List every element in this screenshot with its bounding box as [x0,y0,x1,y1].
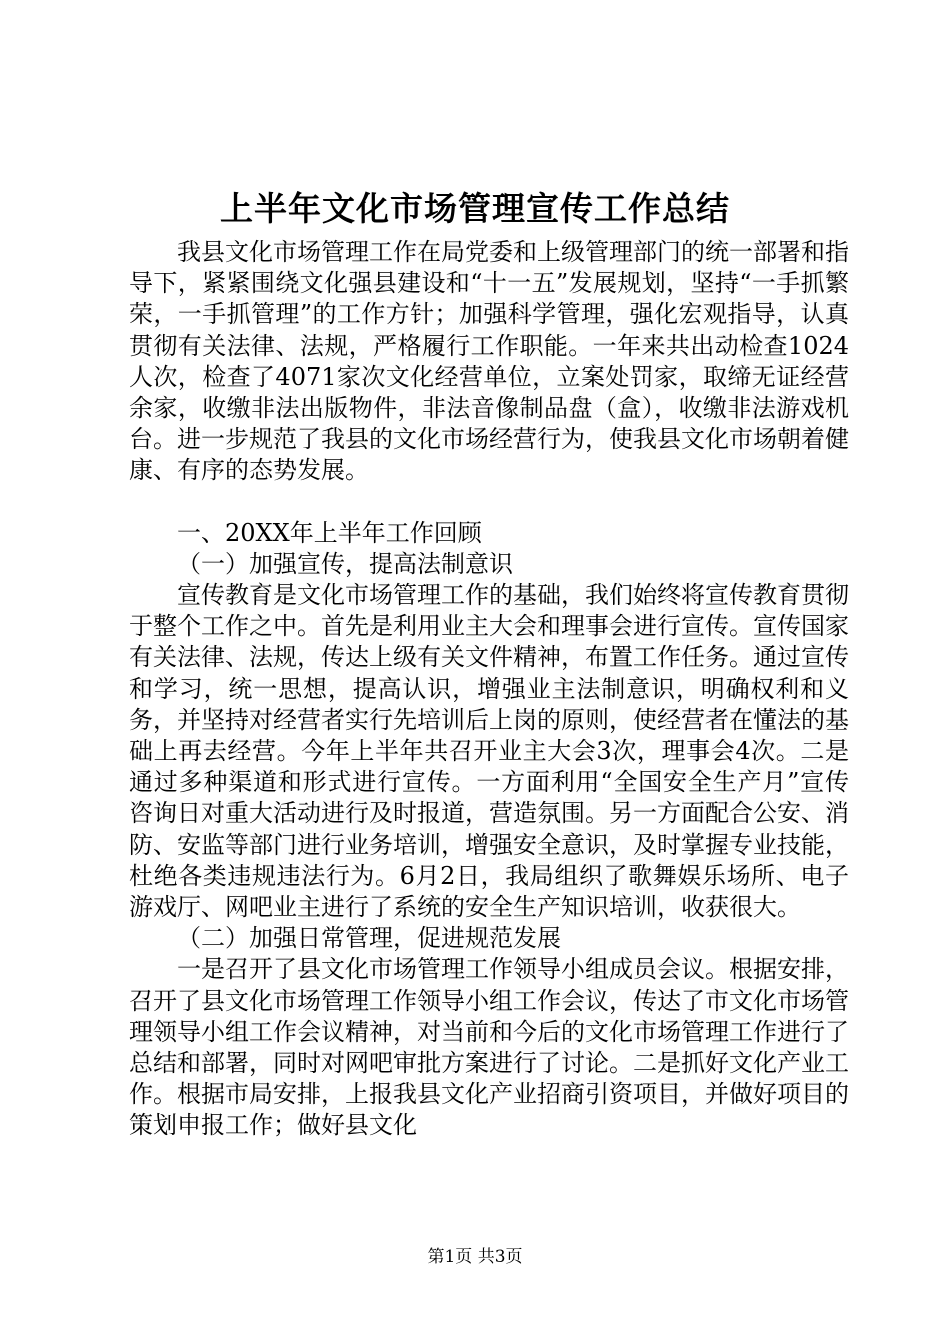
subsection-heading: （二）加强日常管理，促进规范发展 [177,924,561,953]
document-body [129,237,849,1142]
section-heading: 一、20XX年上半年工作回顾 [177,518,482,547]
intro-paragraph: 我县文化市场管理工作在局党委和上级管理部门的统一部署和指导下，紧紧围绕文化强县建设和“十一五”发展规划，坚持“一手抓繁荣，一手抓管理”的工作方针；加强科学管理，强化宏观指导，认真贯彻有关法律、法规，严格履行工作职能。一年来共出动检查1024人次，检查了4071家次文化经营单位，立案处罚家，取缔无证经营余家，收缴非法出版物件，非法音像制品盘（盒），收缴非法游戏机台。进一步规范了我县的文化市场经营行为，使我县文化市场朝着健康、有序的态势发展。 [129,238,849,485]
body-paragraph: 一是召开了县文化市场管理工作领导小组成员会议。根据安排，召开了县文化市场管理工作领导小组工作会议，传达了市文化市场管理领导小组工作会议精神，对当前和今后的文化市场管理工作进行了总结和部署，同时对网吧审批方案进行了讨论。二是抓好文化产业工作。根据市局安排，上报我县文化产业招商引资项目，并做好项目的策划申报工作；做好县文化 [129,955,849,1140]
document-title: 上半年文化市场管理宣传工作总结 [220,189,730,228]
page-number: 第1页 共3页 [427,1247,523,1267]
body-paragraph: 宣传教育是文化市场管理工作的基础，我们始终将宣传教育贯彻于整个工作之中。首先是利用业主大会和理事会进行宣传。宣传国家有关法律、法规，传达上级有关文件精神，布置工作任务。通过宣传和学习，统一思想，提高认识，增强业主法制意识，明确权利和义务，并坚持对经营者实行先培训后上岗的原则，使经营者在懂法的基础上再去经营。今年上半年共召开业主大会3次，理事会4次。二是通过多种渠道和形式进行宣传。一方面利用“全国安全生产月”宣传咨询日对重大活动进行及时报道，营造氛围。另一方面配合公安、消防、安监等部门进行业务培训，增强安全意识，及时掌握专业技能，杜绝各类违规违法行为。6月2日，我局组织了歌舞娱乐场所、电子游戏厅、网吧业主进行了系统的安全生产知识培训，收获很大。 [129,581,849,922]
subsection-heading: （一）加强宣传，提高法制意识 [177,549,513,578]
